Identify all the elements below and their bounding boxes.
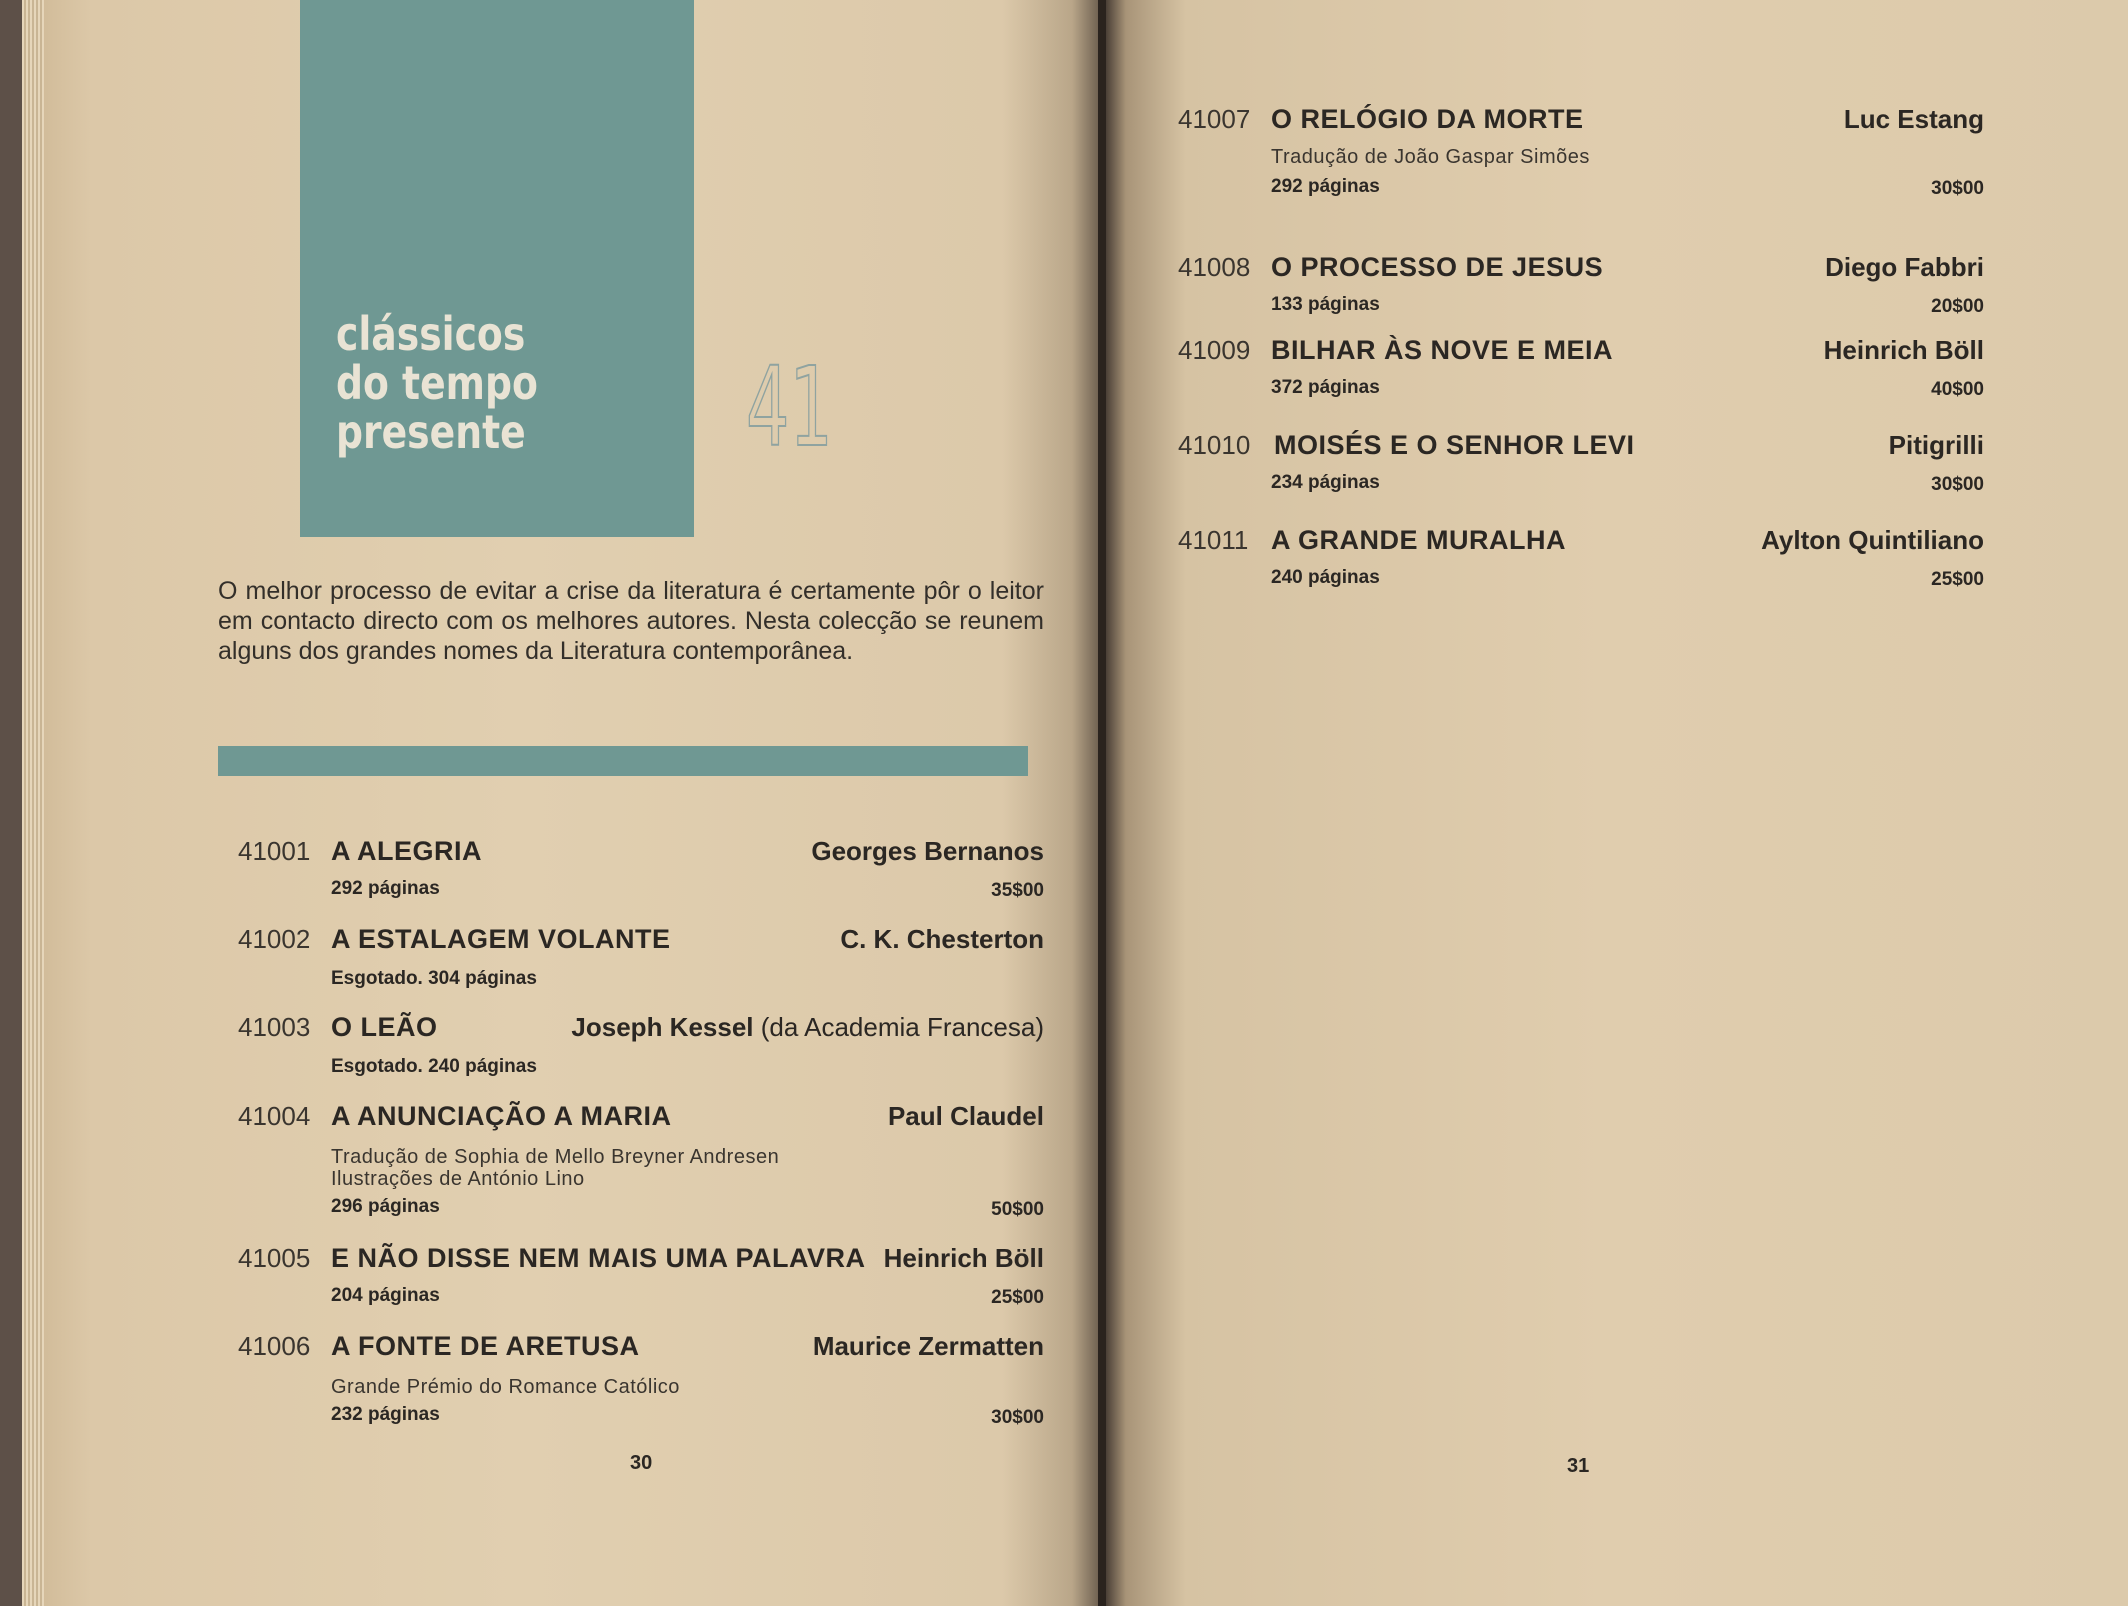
- book-code: 41008: [1178, 252, 1251, 282]
- book-code: 41006: [238, 1331, 311, 1361]
- book-code: 41003: [238, 1012, 311, 1042]
- book-author: C. K. Chesterton: [840, 924, 1044, 954]
- book-entry: [1178, 525, 1984, 595]
- book-author: Paul Claudel: [887, 1101, 1044, 1131]
- page-number: 31: [1567, 1455, 1590, 1477]
- book-entry: [238, 836, 1044, 906]
- book-entry: [238, 1012, 1044, 1082]
- book-pages: 232 páginas: [331, 1404, 440, 1425]
- book-price: 20$00: [1931, 296, 1984, 317]
- book-pages: 292 páginas: [1271, 176, 1380, 197]
- page-number: 30: [630, 1452, 653, 1474]
- book-pages: Esgotado. 304 páginas: [331, 968, 537, 989]
- book-note: Ilustrações de António Lino: [331, 1168, 585, 1190]
- book-title: A FONTE DE ARETUSA: [331, 1331, 640, 1361]
- book-title: O RELÓGIO DA MORTE: [1271, 104, 1584, 134]
- page-edge: [22, 0, 44, 1606]
- book-price: 40$00: [1931, 379, 1984, 400]
- book-entry: [1178, 104, 1984, 200]
- series-title-line: do tempo: [336, 356, 538, 410]
- right-page: [1106, 0, 2128, 1606]
- book-price: 35$00: [991, 880, 1044, 901]
- book-entry: [238, 1101, 1044, 1223]
- book-entry: [238, 1331, 1044, 1431]
- book-pages: 372 páginas: [1271, 377, 1380, 398]
- book-price: 25$00: [1931, 569, 1984, 590]
- book-pages: Esgotado. 240 páginas: [331, 1056, 537, 1077]
- book-author: Georges Bernanos: [811, 836, 1044, 866]
- book-price: 30$00: [1931, 178, 1984, 199]
- book-pages: 296 páginas: [331, 1196, 440, 1217]
- book-title: O PROCESSO DE JESUS: [1271, 252, 1604, 282]
- book-pages: 292 páginas: [331, 878, 440, 899]
- series-title: [336, 307, 615, 459]
- book-code: 41010: [1178, 430, 1251, 460]
- book-title: E NÃO DISSE NEM MAIS UMA PALAVRA: [331, 1243, 866, 1273]
- series-number: 41: [746, 343, 833, 471]
- book-author: Luc Estang: [1843, 104, 1984, 134]
- book-price: 30$00: [991, 1407, 1044, 1428]
- book-note: Tradução de Sophia de Mello Breyner Andresen: [331, 1146, 780, 1168]
- book-author: Maurice Zermatten: [812, 1331, 1044, 1361]
- book-entry: [238, 1243, 1044, 1313]
- book-price: 30$00: [1931, 474, 1984, 495]
- book-author: Heinrich Böll: [1823, 335, 1984, 365]
- book-author: Diego Fabbri: [1825, 252, 1984, 282]
- book-title: A ALEGRIA: [331, 836, 482, 866]
- book-title: A ANUNCIAÇÃO A MARIA: [331, 1101, 672, 1131]
- book-entry: [1178, 335, 1984, 405]
- book-code: 41002: [238, 924, 311, 954]
- book-entry: [1178, 430, 1984, 500]
- book-note: Tradução de João Gaspar Simões: [1271, 146, 1590, 168]
- book-title: MOISÉS E O SENHOR LEVI: [1274, 430, 1635, 460]
- book-author: [571, 1012, 1044, 1042]
- section-divider: [218, 746, 1028, 776]
- book-note: Grande Prémio do Romance Católico: [331, 1376, 680, 1398]
- book-code: 41009: [1178, 335, 1251, 365]
- book-price: 25$00: [991, 1287, 1044, 1308]
- book-code: 41005: [238, 1243, 311, 1273]
- book-author: Aylton Quintiliano: [1761, 525, 1984, 555]
- series-title-line: clássicos: [336, 307, 526, 361]
- book-author: Pitigrilli: [1888, 430, 1984, 460]
- book-title: BILHAR ÀS NOVE E MEIA: [1271, 335, 1614, 365]
- book-code: 41004: [238, 1101, 311, 1131]
- book-title: O LEÃO: [331, 1012, 438, 1042]
- book-code: 41007: [1178, 104, 1251, 134]
- series-title-line: presente: [336, 405, 526, 459]
- book-entry: [238, 924, 1044, 994]
- book-author-name: Joseph Kessel: [571, 1012, 754, 1042]
- book-pages: 240 páginas: [1271, 567, 1380, 588]
- book-pages: 204 páginas: [331, 1285, 440, 1306]
- book-entry: [1178, 252, 1984, 322]
- book-author-note: (da Academia Francesa): [760, 1012, 1044, 1042]
- series-intro: O melhor processo de evitar a crise da literatura é certamente pôr o leitor em contacto directo com os melhores autores. Nesta colecção se reunem alguns dos grandes nomes da Literatura contemporânea.: [218, 577, 1044, 665]
- book-code: 41011: [1178, 525, 1249, 555]
- book-pages: 133 páginas: [1271, 294, 1380, 315]
- book-code: 41001: [238, 836, 311, 866]
- book-title: A GRANDE MURALHA: [1271, 525, 1566, 555]
- book-pages: 234 páginas: [1271, 472, 1380, 493]
- book-author: Heinrich Böll: [883, 1243, 1044, 1273]
- book-price: 50$00: [991, 1199, 1044, 1220]
- book-title: A ESTALAGEM VOLANTE: [331, 924, 671, 954]
